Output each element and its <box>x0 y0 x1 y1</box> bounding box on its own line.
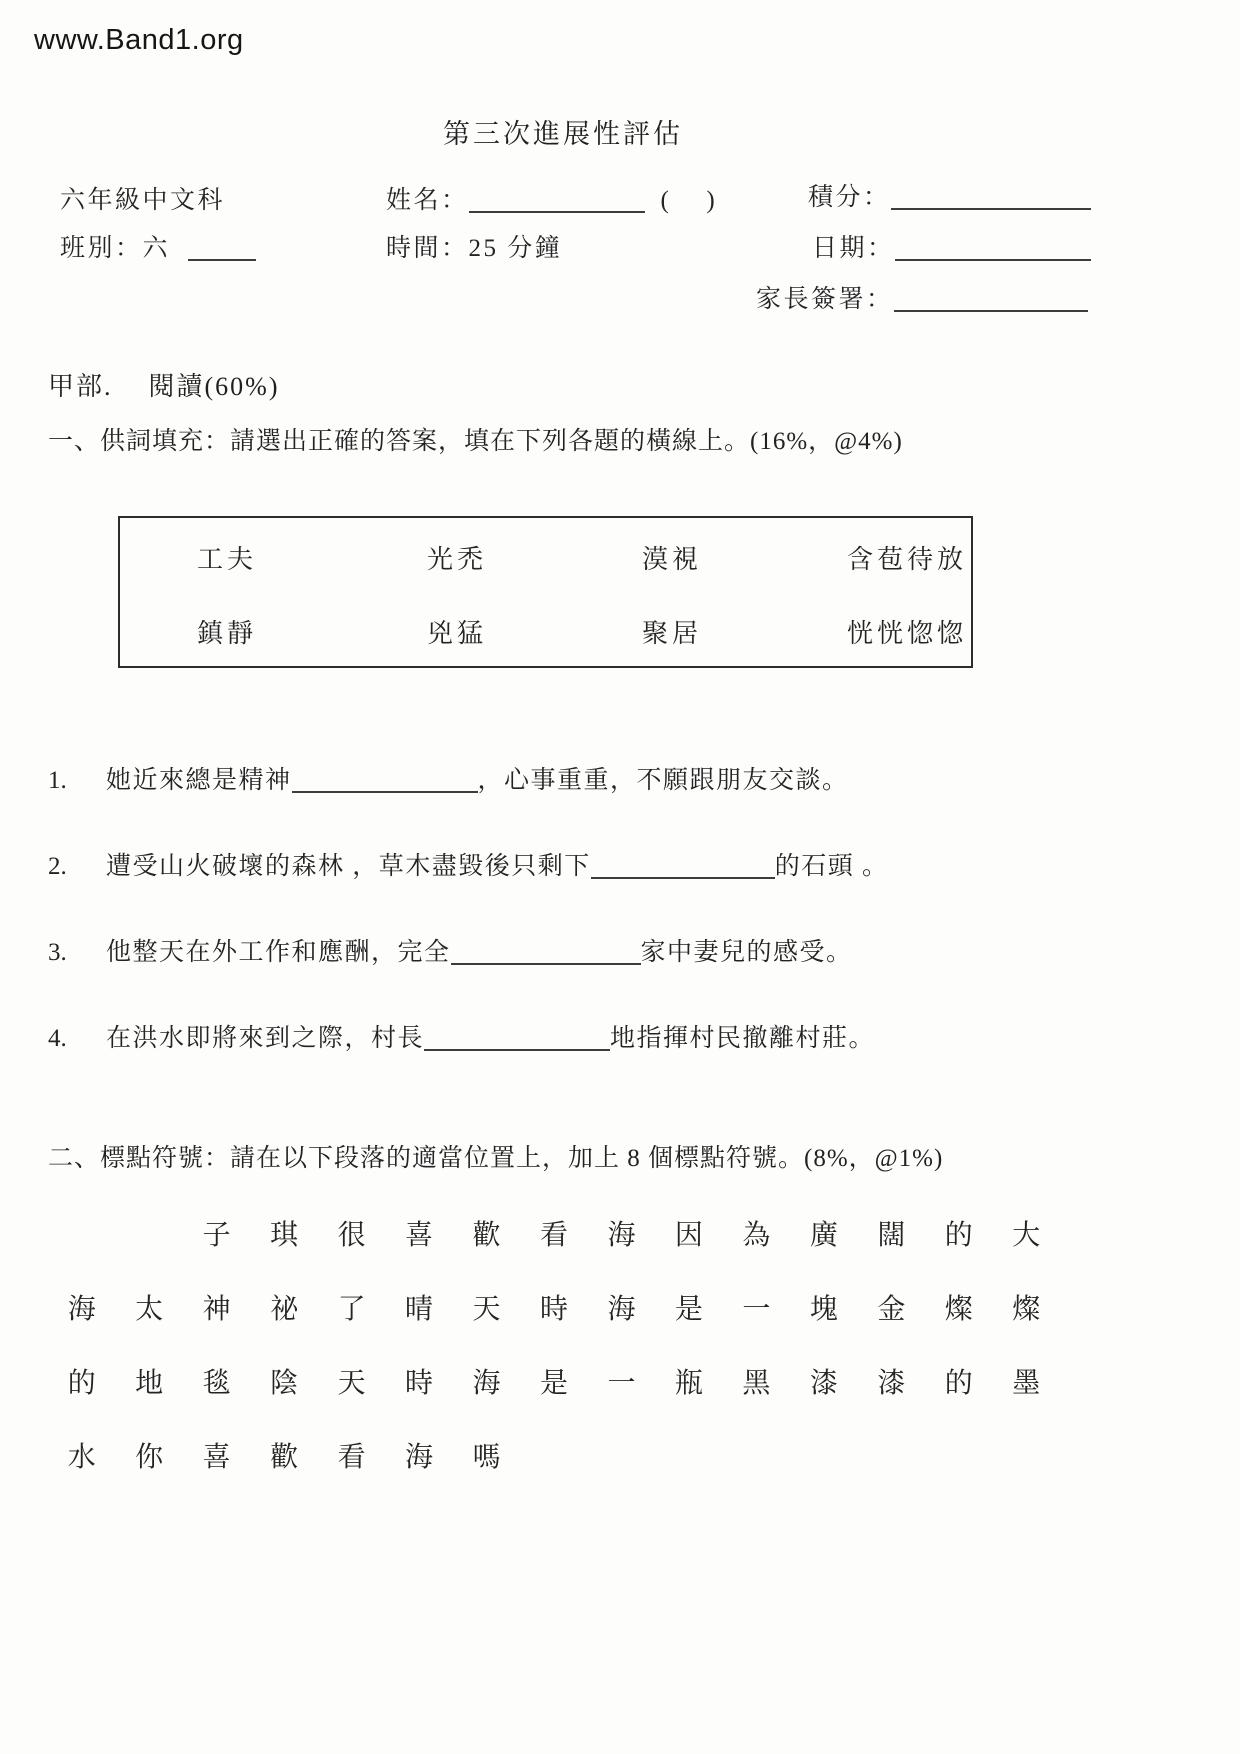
question-text <box>106 932 853 968</box>
passage-char: 祕 <box>270 1294 299 1325</box>
passage-line <box>48 1418 1060 1492</box>
question-text <box>106 760 849 796</box>
passage-char: 闊 <box>877 1220 906 1251</box>
answer-blank <box>292 767 478 793</box>
passage-char: 海 <box>405 1442 434 1473</box>
question-text-before: 遭受山火破壞的森林 ，草木盡毀後只剩下 <box>106 853 591 880</box>
passage-char: 太 <box>135 1294 164 1325</box>
passage-char: 歡 <box>472 1220 501 1251</box>
passage-char: 毯 <box>202 1368 231 1399</box>
time-label: 時間：25 分鐘 <box>386 235 563 262</box>
class-blank <box>188 235 256 261</box>
class-label: 班別：六 <box>60 235 171 262</box>
watermark-url: www.Band1.org <box>34 24 244 56</box>
passage-char: 時 <box>405 1368 434 1399</box>
exercise2-instruction: 二、標點符號：請在以下段落的適當位置上，加上 8 個標點符號。(8%，@1%) <box>48 1145 944 1172</box>
question-text <box>106 1018 875 1054</box>
passage-char: 瓶 <box>674 1368 703 1399</box>
question-number: 2. <box>48 853 67 880</box>
date-label: 日期： <box>812 235 895 262</box>
passage-line <box>48 1196 1060 1270</box>
question-text-after: 地指揮村民撤離村莊。 <box>610 1025 876 1052</box>
question-row <box>48 1018 1148 1054</box>
passage-char: 廣 <box>809 1220 838 1251</box>
parent-signature-field <box>756 279 1088 315</box>
passage-char: 歡 <box>270 1442 299 1473</box>
question-text-before: 他整天在外工作和應酬，完全 <box>106 939 451 966</box>
passage-char: 一 <box>742 1294 771 1325</box>
exercise1-instruction: 一、供詞填充：請選出正確的答案，填在下列各題的橫線上。(16%，@4%) <box>48 428 903 455</box>
passage-char: 子 <box>202 1220 231 1251</box>
passage-char: 水 <box>67 1442 96 1473</box>
question-text-before: 在洪水即將來到之際，村長 <box>106 1025 425 1052</box>
passage-char: 墨 <box>1012 1368 1041 1399</box>
passage-char: 地 <box>135 1368 164 1399</box>
answer-blank <box>591 853 775 879</box>
question-number: 3. <box>48 939 67 966</box>
passage-line <box>48 1344 1060 1418</box>
name-field <box>386 180 715 216</box>
question-text-after: 的石頭 。 <box>774 853 889 880</box>
date-field <box>812 228 1091 264</box>
score-label: 積分： <box>808 184 891 211</box>
passage-char: 琪 <box>270 1220 299 1251</box>
word-bank-item: 聚居 <box>642 619 703 648</box>
passage-char: 很 <box>337 1220 366 1251</box>
passage-char: 了 <box>337 1294 366 1325</box>
passage-char: 黑 <box>742 1368 771 1399</box>
passage-char: 一 <box>607 1368 636 1399</box>
word-bank-item: 恍恍惚惚 <box>847 619 968 648</box>
passage-char: 海 <box>67 1294 96 1325</box>
passage-char: 燦 <box>944 1294 973 1325</box>
question-text-before: 她近來總是精神 <box>106 767 292 794</box>
score-blank <box>891 184 1091 210</box>
question-row <box>48 846 1148 882</box>
passage-char: 海 <box>607 1220 636 1251</box>
passage-char: 塊 <box>809 1294 838 1325</box>
word-bank-box <box>118 516 973 668</box>
word-bank-row <box>197 528 971 592</box>
question-row <box>48 760 1148 796</box>
passage-char: 漆 <box>877 1368 906 1399</box>
answer-blank <box>451 939 641 965</box>
passage-char: 的 <box>944 1220 973 1251</box>
parent-signature-blank <box>894 286 1088 312</box>
word-bank-item: 工夫 <box>197 545 258 574</box>
question-number: 1. <box>48 767 67 794</box>
passage-char: 的 <box>67 1368 96 1399</box>
question-text-after: 家中妻兒的感受。 <box>640 939 853 966</box>
passage-char: 喜 <box>405 1220 434 1251</box>
passage-char: 看 <box>539 1220 568 1251</box>
passage-char: 的 <box>944 1368 973 1399</box>
page-title: 第三次進展性評估 <box>443 119 683 149</box>
word-bank-item: 光禿 <box>427 545 488 574</box>
word-bank-row <box>197 602 971 666</box>
passage-char: 看 <box>337 1442 366 1473</box>
name-class-number-paren: ( ) <box>660 187 715 214</box>
section-a-title: 閱讀(60%) <box>148 372 280 401</box>
word-bank-item: 含苞待放 <box>847 545 968 574</box>
score-field <box>808 177 1091 213</box>
passage-line <box>48 1270 1060 1344</box>
passage-char: 你 <box>135 1442 164 1473</box>
passage-char: 為 <box>742 1220 771 1251</box>
passage-char: 漆 <box>809 1368 838 1399</box>
name-blank <box>469 187 645 213</box>
passage-char: 陰 <box>270 1368 299 1399</box>
passage-char: 是 <box>674 1294 703 1325</box>
section-a-label: 甲部. <box>48 372 113 401</box>
question-text-after: ，心事重重，不願跟朋友交談。 <box>477 767 849 794</box>
class-field <box>60 228 256 264</box>
question-number: 4. <box>48 1025 67 1052</box>
section-a-heading <box>48 366 280 403</box>
passage-char: 是 <box>539 1368 568 1399</box>
subject-label: 六年級中文科 <box>60 187 226 214</box>
passage-char: 因 <box>674 1220 703 1251</box>
question-text <box>106 846 889 882</box>
passage-char: 神 <box>202 1294 231 1325</box>
passage-char: 海 <box>472 1368 501 1399</box>
passage-grid <box>48 1196 1060 1492</box>
word-bank-item: 兇猛 <box>427 619 488 648</box>
passage-char: 海 <box>607 1294 636 1325</box>
passage-char: 晴 <box>405 1294 434 1325</box>
passage-char: 天 <box>472 1294 501 1325</box>
word-bank-item: 漠視 <box>642 545 703 574</box>
parent-signature-label: 家長簽署： <box>756 286 894 313</box>
passage-char: 嗎 <box>472 1442 501 1473</box>
passage-char: 燦 <box>1012 1294 1041 1325</box>
passage-char: 時 <box>539 1294 568 1325</box>
date-blank <box>895 235 1091 261</box>
question-row <box>48 932 1148 968</box>
passage-char: 金 <box>877 1294 906 1325</box>
word-bank-item: 鎮靜 <box>197 619 258 648</box>
name-label: 姓名： <box>386 187 469 214</box>
passage-char: 天 <box>337 1368 366 1399</box>
passage-char: 喜 <box>202 1442 231 1473</box>
answer-blank <box>424 1025 610 1051</box>
passage-char: 大 <box>1012 1220 1041 1251</box>
